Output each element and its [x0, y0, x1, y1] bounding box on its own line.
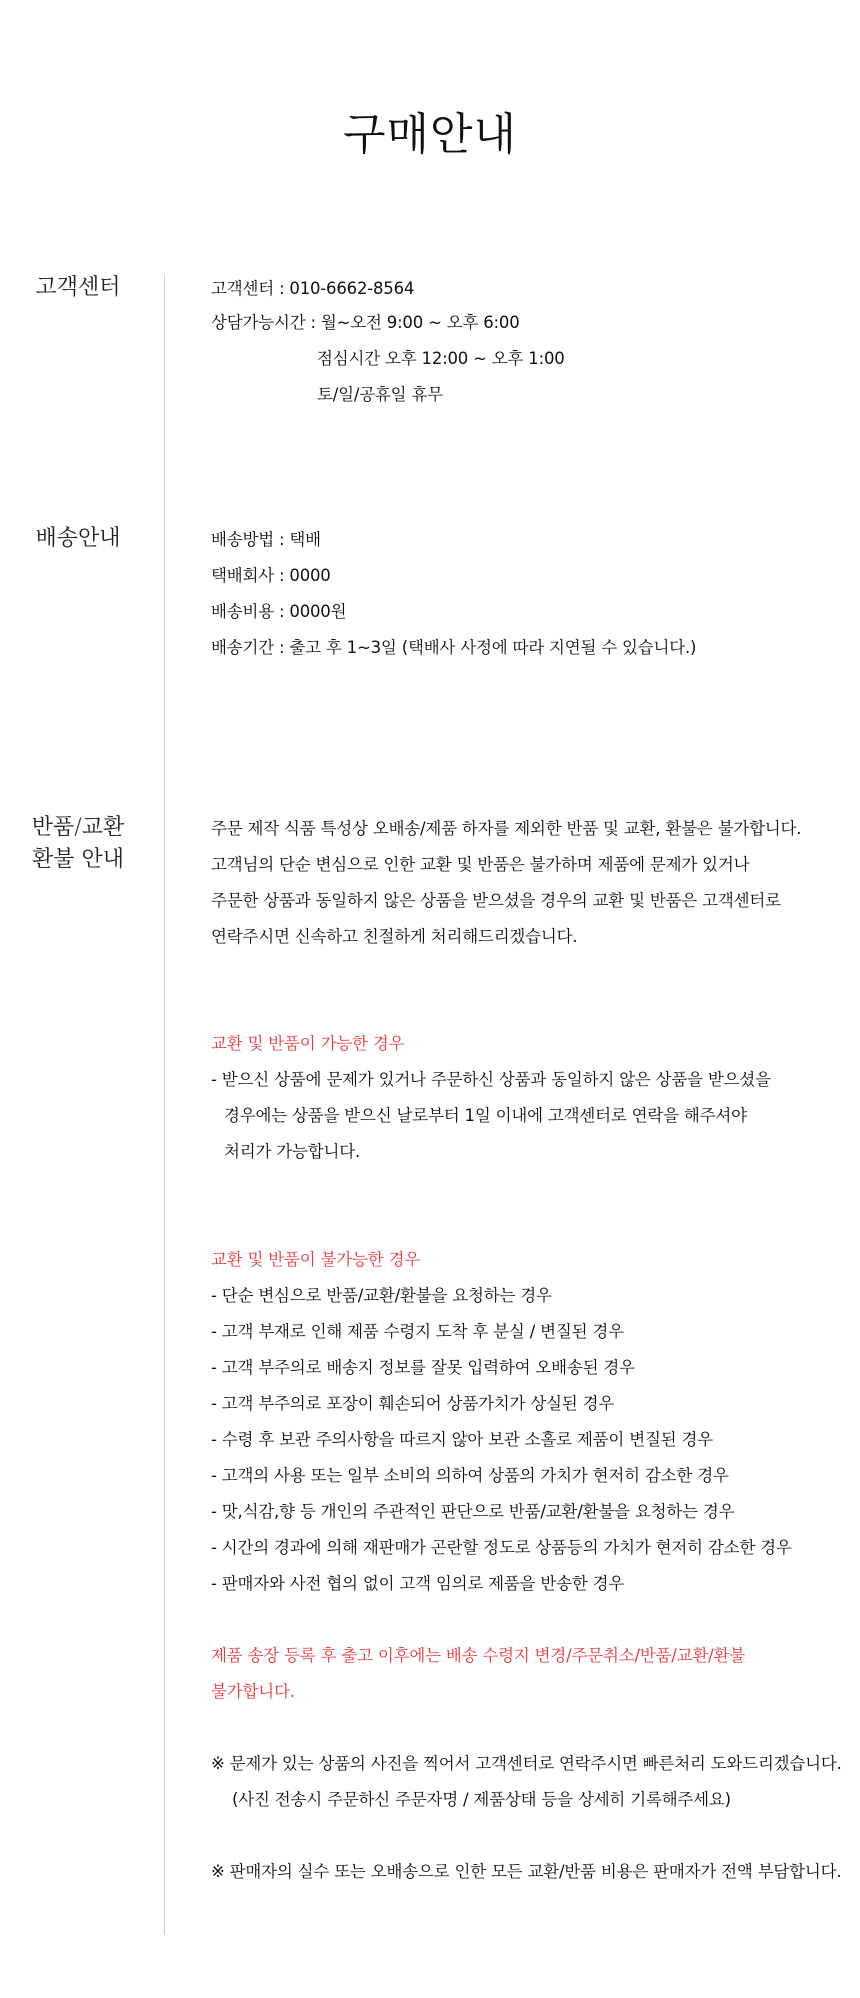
customer-center-holiday: 토/일/공휴일 휴무 [317, 385, 443, 404]
shipping-line: 배송방법 : 택배 [211, 530, 321, 549]
returns-intro-line: 연락주시면 신속하고 친절하게 처리해드리겠습니다. [211, 927, 578, 946]
vertical-divider [164, 275, 165, 1935]
photo-note-sub: (사진 전송시 주문하신 주문자명 / 제품상태 등을 상세히 기록해주세요) [232, 1790, 731, 1809]
returns-label [0, 812, 156, 876]
impossible-line: - 고객 부주의로 포장이 훼손되어 상품가치가 상실된 경우 [211, 1394, 615, 1413]
impossible-heading: 교환 및 반품이 불가능한 경우 [211, 1250, 421, 1269]
impossible-line: - 고객 부재로 인해 제품 수령지 도착 후 분실 / 변질된 경우 [211, 1322, 624, 1341]
impossible-line: - 고객 부주의로 배송지 정보를 잘못 입력하여 오배송된 경우 [211, 1358, 635, 1377]
seller-cost-note: ※ 판매자의 실수 또는 오배송으로 인한 모든 교환/반품 비용은 판매자가 전액 부담합니다. [211, 1862, 842, 1881]
shipping-line: 택배회사 : 0000 [211, 566, 331, 585]
returns-label-line1: 반품/교환 [31, 815, 125, 840]
notice-red-line: 제품 송장 등록 후 출고 이후에는 배송 수령지 변경/주문취소/반품/교환/환불 [211, 1646, 745, 1665]
impossible-line: - 판매자와 사전 협의 없이 고객 임의로 제품을 반송한 경우 [211, 1574, 625, 1593]
customer-center-hours: 상담가능시간 : 월~오전 9:00 ~ 오후 6:00 [211, 313, 520, 332]
shipping-line: 배송기간 : 출고 후 1~3일 (택배사 사정에 따라 지연될 수 있습니다.) [211, 638, 697, 657]
impossible-line: - 수령 후 보관 주의사항을 따르지 않아 보관 소홀로 제품이 변질된 경우 [211, 1430, 713, 1449]
returns-intro-line: 주문 제작 식품 특성상 오배송/제품 하자를 제외한 반품 및 교환, 환불은 불가합니다. [211, 819, 802, 838]
impossible-line: - 맛,식감,향 등 개인의 주관적인 판단으로 반품/교환/환불을 요청하는 경우 [211, 1502, 735, 1521]
shipping-label: 배송안내 [35, 526, 121, 551]
customer-center-phone: 고객센터 : 010-6662-8564 [211, 279, 415, 298]
returns-label-line2: 환불 안내 [31, 847, 124, 872]
impossible-line: - 고객의 사용 또는 일부 소비의 의하여 상품의 가치가 현저히 감소한 경우 [211, 1466, 729, 1485]
customer-center-lunch: 점심시간 오후 12:00 ~ 오후 1:00 [317, 349, 565, 368]
impossible-line: - 시간의 경과에 의해 재판매가 곤란할 정도로 상품등의 가치가 현저히 감소한 경우 [211, 1538, 792, 1557]
possible-heading: 교환 및 반품이 가능한 경우 [211, 1034, 405, 1053]
notice-red-line: 불가합니다. [211, 1682, 295, 1701]
possible-line: - 받으신 상품에 문제가 있거나 주문하신 상품과 동일하지 않은 상품을 받으셨을 [211, 1070, 771, 1089]
returns-intro-line: 주문한 상품과 동일하지 않은 상품을 받으셨을 경우의 교환 및 반품은 고객센터로 [211, 891, 781, 910]
page-title: 구매안내 [342, 109, 517, 160]
impossible-line: - 단순 변심으로 반품/교환/환불을 요청하는 경우 [211, 1286, 552, 1305]
possible-line: 경우에는 상품을 받으신 날로부터 1일 이내에 고객센터로 연락을 해주셔야 [224, 1106, 747, 1125]
returns-intro-line: 고객님의 단순 변심으로 인한 교환 및 반품은 불가하며 제품에 문제가 있거나 [211, 855, 750, 874]
possible-line: 처리가 가능합니다. [224, 1142, 361, 1161]
shipping-line: 배송비용 : 0000원 [211, 602, 347, 621]
photo-note: ※ 문제가 있는 상품의 사진을 찍어서 고객센터로 연락주시면 빠른처리 도와드리겠습니다. [211, 1754, 842, 1773]
customer-center-label: 고객센터 [35, 275, 121, 300]
